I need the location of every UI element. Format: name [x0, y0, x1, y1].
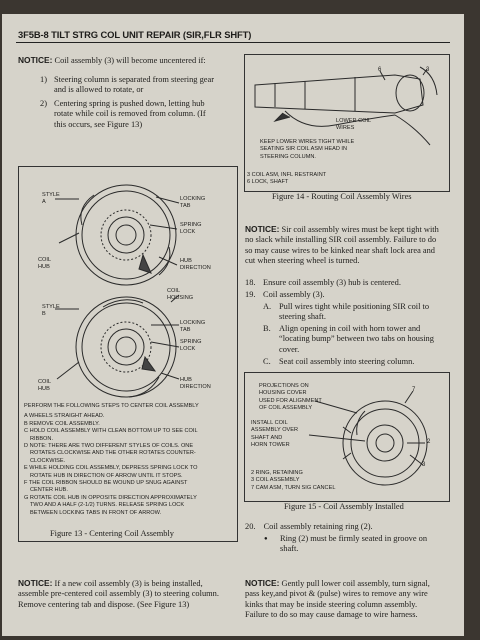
notice-bottom-right	[245, 578, 451, 621]
step-line: ROTATE HUB IN DIRECTION OF ARROW UNTIL IT STOPS.	[30, 472, 183, 479]
notice-bottom-left	[18, 578, 240, 610]
notice-line: Gently pull lower coil assembly, turn signal,	[281, 579, 430, 588]
step-text: Coil assembly (3).	[263, 290, 325, 299]
label-coil-housing: COIL HOUSING	[167, 288, 194, 302]
fig14-lower-coil-wires: LOWER COIL WIRES	[336, 118, 372, 132]
step-line: A WHEELS STRAIGHT AHEAD.	[24, 413, 105, 420]
fig15-install: INSTALL COIL ASSEMBLY OVER SHAFT AND HORN TOWER	[251, 420, 299, 449]
notice-line: Sir coil assembly wires must be kept tight with	[281, 225, 439, 234]
fig14-callout-3: 3	[426, 67, 430, 73]
step-line: CLOCKWISE.	[30, 457, 66, 464]
notice-line: no slack while installing SIR coil assembly. Failure to do	[245, 235, 437, 245]
fig13-steps	[24, 403, 232, 517]
notice-line: pass key,and pivot & (pulse) wires to remove any wire	[245, 589, 428, 599]
notice-top-list	[40, 75, 250, 133]
notice-text: Coil assembly (3) will become uncentered if:	[54, 56, 206, 65]
notice-line: If a new coil assembly (3) is being installed,	[54, 579, 203, 588]
step-line: CENTER HUB.	[30, 487, 68, 494]
fig14-legend: 3 COIL ASM, INFL RESTRAINT 6 LOCK, SHAFT	[247, 172, 327, 186]
label-hub-direction-a: HUB DIRECTION	[180, 258, 211, 272]
list-item	[245, 278, 451, 290]
label-coil-hub-a: COIL HUB	[38, 257, 52, 271]
list-item	[40, 75, 250, 99]
step-20	[245, 522, 451, 532]
item-line: rotate while coil is removed from column. (If	[54, 109, 206, 119]
label-locking-tab-a: LOCKING TAB	[180, 196, 206, 210]
page-header: 3F5B-8 TILT STRG COL UNIT REPAIR (SIR,FLR SHFT)	[18, 29, 252, 40]
step-line: ROTATES CLOCKWISE AND THE OTHER ROTATES COUNTER-	[30, 450, 196, 457]
item-line: and is allowed to rotate, or	[54, 85, 144, 95]
substep-letter: C.	[263, 357, 271, 366]
step-line: C HOLD COIL ASSEMBLY WITH CLEAN BOTTOM UP TO SEE COIL	[24, 428, 198, 435]
list-item	[245, 290, 451, 302]
fig15-legend: 2 RING, RETAINING 3 COIL ASSEMBLY 7 CAM ASM, TURN SIG CANCEL	[251, 470, 336, 491]
step-text: Coil assembly retaining ring (2).	[263, 522, 373, 531]
figure-13-caption: Figure 13 - Centering Coil Assembly	[50, 529, 174, 538]
notice-top	[18, 55, 233, 66]
notice-label: NOTICE:	[245, 224, 280, 234]
label-coil-hub-b: COIL HUB	[38, 379, 52, 393]
notice-label: NOTICE:	[18, 55, 53, 65]
figure-14-caption: Figure 14 - Routing Coil Assembly Wires	[272, 192, 412, 201]
item-line: Centering spring is pushed down, letting hub	[54, 99, 205, 108]
step-number: 19.	[245, 290, 256, 299]
label-spring-lock-b: SPRING LOCK	[180, 339, 202, 353]
step-number: 18.	[245, 278, 256, 287]
fig15-callout-2: 2	[427, 439, 431, 445]
fig15-callout-7: 7	[412, 387, 416, 393]
step-line: BETWEEN LOCKING TABS IN FRONT OF ARROW.	[30, 509, 162, 516]
step-number: 20.	[245, 522, 256, 531]
notice-right	[245, 224, 451, 267]
step-line: F THE COIL RIBBON SHOULD BE WOUND UP SNUG AGAINST	[24, 480, 188, 487]
notice-line: so may cause wires to be kinked near shaft lock area and	[245, 245, 435, 255]
fig15-projections: PROJECTIONS ON HOUSING COVER USED FOR ALIGNMENT OF COIL ASSEMBLY	[259, 383, 322, 412]
step-line: E WHILE HOLDING COIL ASSEMBLY, DEPRESS SPRING LOCK TO	[24, 465, 198, 472]
bullet-icon: ●	[264, 536, 268, 542]
steps-right	[245, 278, 451, 302]
label-locking-tab-b: LOCKING TAB	[180, 320, 206, 334]
substep-letter: A.	[263, 302, 272, 311]
substep-letter: B.	[263, 324, 271, 333]
manual-page: 3F5B-8 TILT STRG COL UNIT REPAIR (SIR,FLR SHFT) NOTICE: Coil assembly (3) will become uncentered if: 1) Steering column is separated from steering gear and is allowed to rotate, or 2) Centering spring is pushed down, letting hub rotate while coil is removed from column. (If this occurs, see Figure 13) STYLE A COIL HUB LOCKING TAB SPRING LOCK HUB DIRECTION COIL HOUSING STYLE B LOCKING TAB SPRING LOCK COIL HUB HUB DIRECTION PERFORM THE FOLLOWING STEPS TO CENTER COIL ASSEMBLY A WHEELS STRAIGHT AHEAD. B REMOVE COIL ASSEMBLY. C HOLD COIL ASSEMBLY WITH CLEAN BOTTOM UP TO SEE COIL RIBBON. D NOTE: THERE ARE TWO DIFFERENT STYLES OF COILS. ONE ROTATES CLOCKWISE AND THE OTHER ROTATES COUNTER- CLOCKWISE. E WHILE HOLDING COIL ASSEMBLY, DEPRESS SPRING LOCK TO ROTATE HUB IN DIRECTION OF ARROW UNTIL IT STOPS. F THE COIL RIBBON SHOULD BE WOUND UP SNUG AGAINST CENTER HUB. G ROTATE COIL HUB IN OPPOSITE DIRECTION APPROXIMATELY TWO AND A HALF (2-1/2) TURNS. RELEASE SPRING LOCK BETWEEN LOCKING TABS IN FRONT OF ARROW. Figure 13 - Centering Coil Assembly NOTICE: If a new coil assembly (3) is being installed, assemble pre-centered coil assembly (3) to steering column. Remove centering tab and dispose. (See Figure 13) 6 3 LOWER COIL WIRES KEEP LOWER WIRES TIGHT WHILE SEATING SIR COIL ASM HEAD IN STEERING COLUMN. 3 COIL ASM, INFL RESTRAINT 6 LOCK, SHAFT Figure 14 - Routing Coil Assembly Wires NOTICE: Sir coil assembly wires must be kept tight with no slack while installing SIR coil assembly. Failure to do so may cause wires to be kinked near shaft lock area and cut when steering wheel is turned. 18. Ensure coil assembly (3) hub is centered. 19. Coil assembly (3). A. Pull wires tight while positioning SIR coil to steering shaft. B. Align opening in coil with horn tower and “locating bump” between two tabs on housing cover. C. Seat coil assembly into steering column. PROJECTIONS ON HOUSING COVER USED FOR ALIGNMENT OF COIL ASSEMBLY INSTALL COIL ASSEMBLY OVER SHAFT AND HORN TOWER 7 2 3 2 RING, RETAINING 3 COIL ASSEMBLY 7 CAM ASM, TURN SIG CANCEL Figure 15 - Coil Assembly Installed 20. Coil assembly retaining ring (2). ● Ring (2) must be firmly seated in groove on shaft. NOTICE: Gently pull lower coil assembly, turn signal, pass key,and pivot & (pulse) wires to remove any wire kinks that may be inside steering column assembly. Failure to do so may cause damage to wire harness.	[2, 14, 464, 636]
item-line: this occurs, see Figure 13)	[54, 119, 143, 129]
item-number: 1)	[40, 75, 47, 84]
list-item: C. Seat coil assembly into steering column.	[263, 357, 415, 366]
substeps-right	[263, 302, 451, 369]
figure-15-caption: Figure 15 - Coil Assembly Installed	[284, 502, 404, 511]
notice-label: NOTICE:	[18, 578, 53, 588]
notice-label: NOTICE:	[245, 578, 280, 588]
step-line: D NOTE: THERE ARE TWO DIFFERENT STYLES OF COILS. ONE	[24, 443, 194, 450]
label-hub-direction-b: HUB DIRECTION	[180, 377, 211, 391]
step-line: G ROTATE COIL HUB IN OPPOSITE DIRECTION APPROXIMATELY	[24, 494, 197, 501]
notice-line: assemble pre-centered coil assembly (3) to steering column.	[18, 589, 219, 599]
step-text: Ensure coil assembly (3) hub is centered.	[263, 278, 401, 287]
label-style-a: STYLE A	[42, 192, 60, 206]
item-line: Steering column is separated from steering gear	[54, 75, 215, 84]
step-line: TWO AND A HALF (2-1/2) TURNS. RELEASE SPRING LOCK	[30, 502, 185, 509]
list-item: A. Pull wires tight while positioning SIR coil to steering shaft.	[263, 302, 430, 322]
steps-intro: PERFORM THE FOLLOWING STEPS TO CENTER COIL ASSEMBLY	[24, 403, 199, 409]
label-style-b: STYLE B	[42, 304, 60, 318]
item-number: 2)	[40, 99, 47, 108]
step-line: RIBBON.	[30, 435, 54, 442]
notice-line: Failure to do so may cause damage to wire harness.	[245, 610, 418, 620]
notice-line: kinks that may be inside steering column assembly.	[245, 599, 418, 609]
fig14-keep-text: KEEP LOWER WIRES TIGHT WHILE SEATING SIR COIL ASM HEAD IN STEERING COLUMN.	[260, 139, 355, 160]
list-item	[40, 99, 250, 133]
fig15-callout-3: 3	[422, 462, 426, 468]
notice-line: cut when steering wheel is turned.	[245, 256, 360, 266]
header-rule	[16, 42, 450, 43]
label-spring-lock-a: SPRING LOCK	[180, 222, 202, 236]
list-item: B. Align opening in coil with horn tower and “locating bump” between two tabs on housing cover.	[263, 324, 434, 354]
fig14-callout-6: 6	[378, 67, 382, 73]
notice-line: Remove centering tab and dispose. (See Figure 13)	[18, 599, 190, 609]
step-line: B REMOVE COIL ASSEMBLY.	[24, 420, 100, 427]
